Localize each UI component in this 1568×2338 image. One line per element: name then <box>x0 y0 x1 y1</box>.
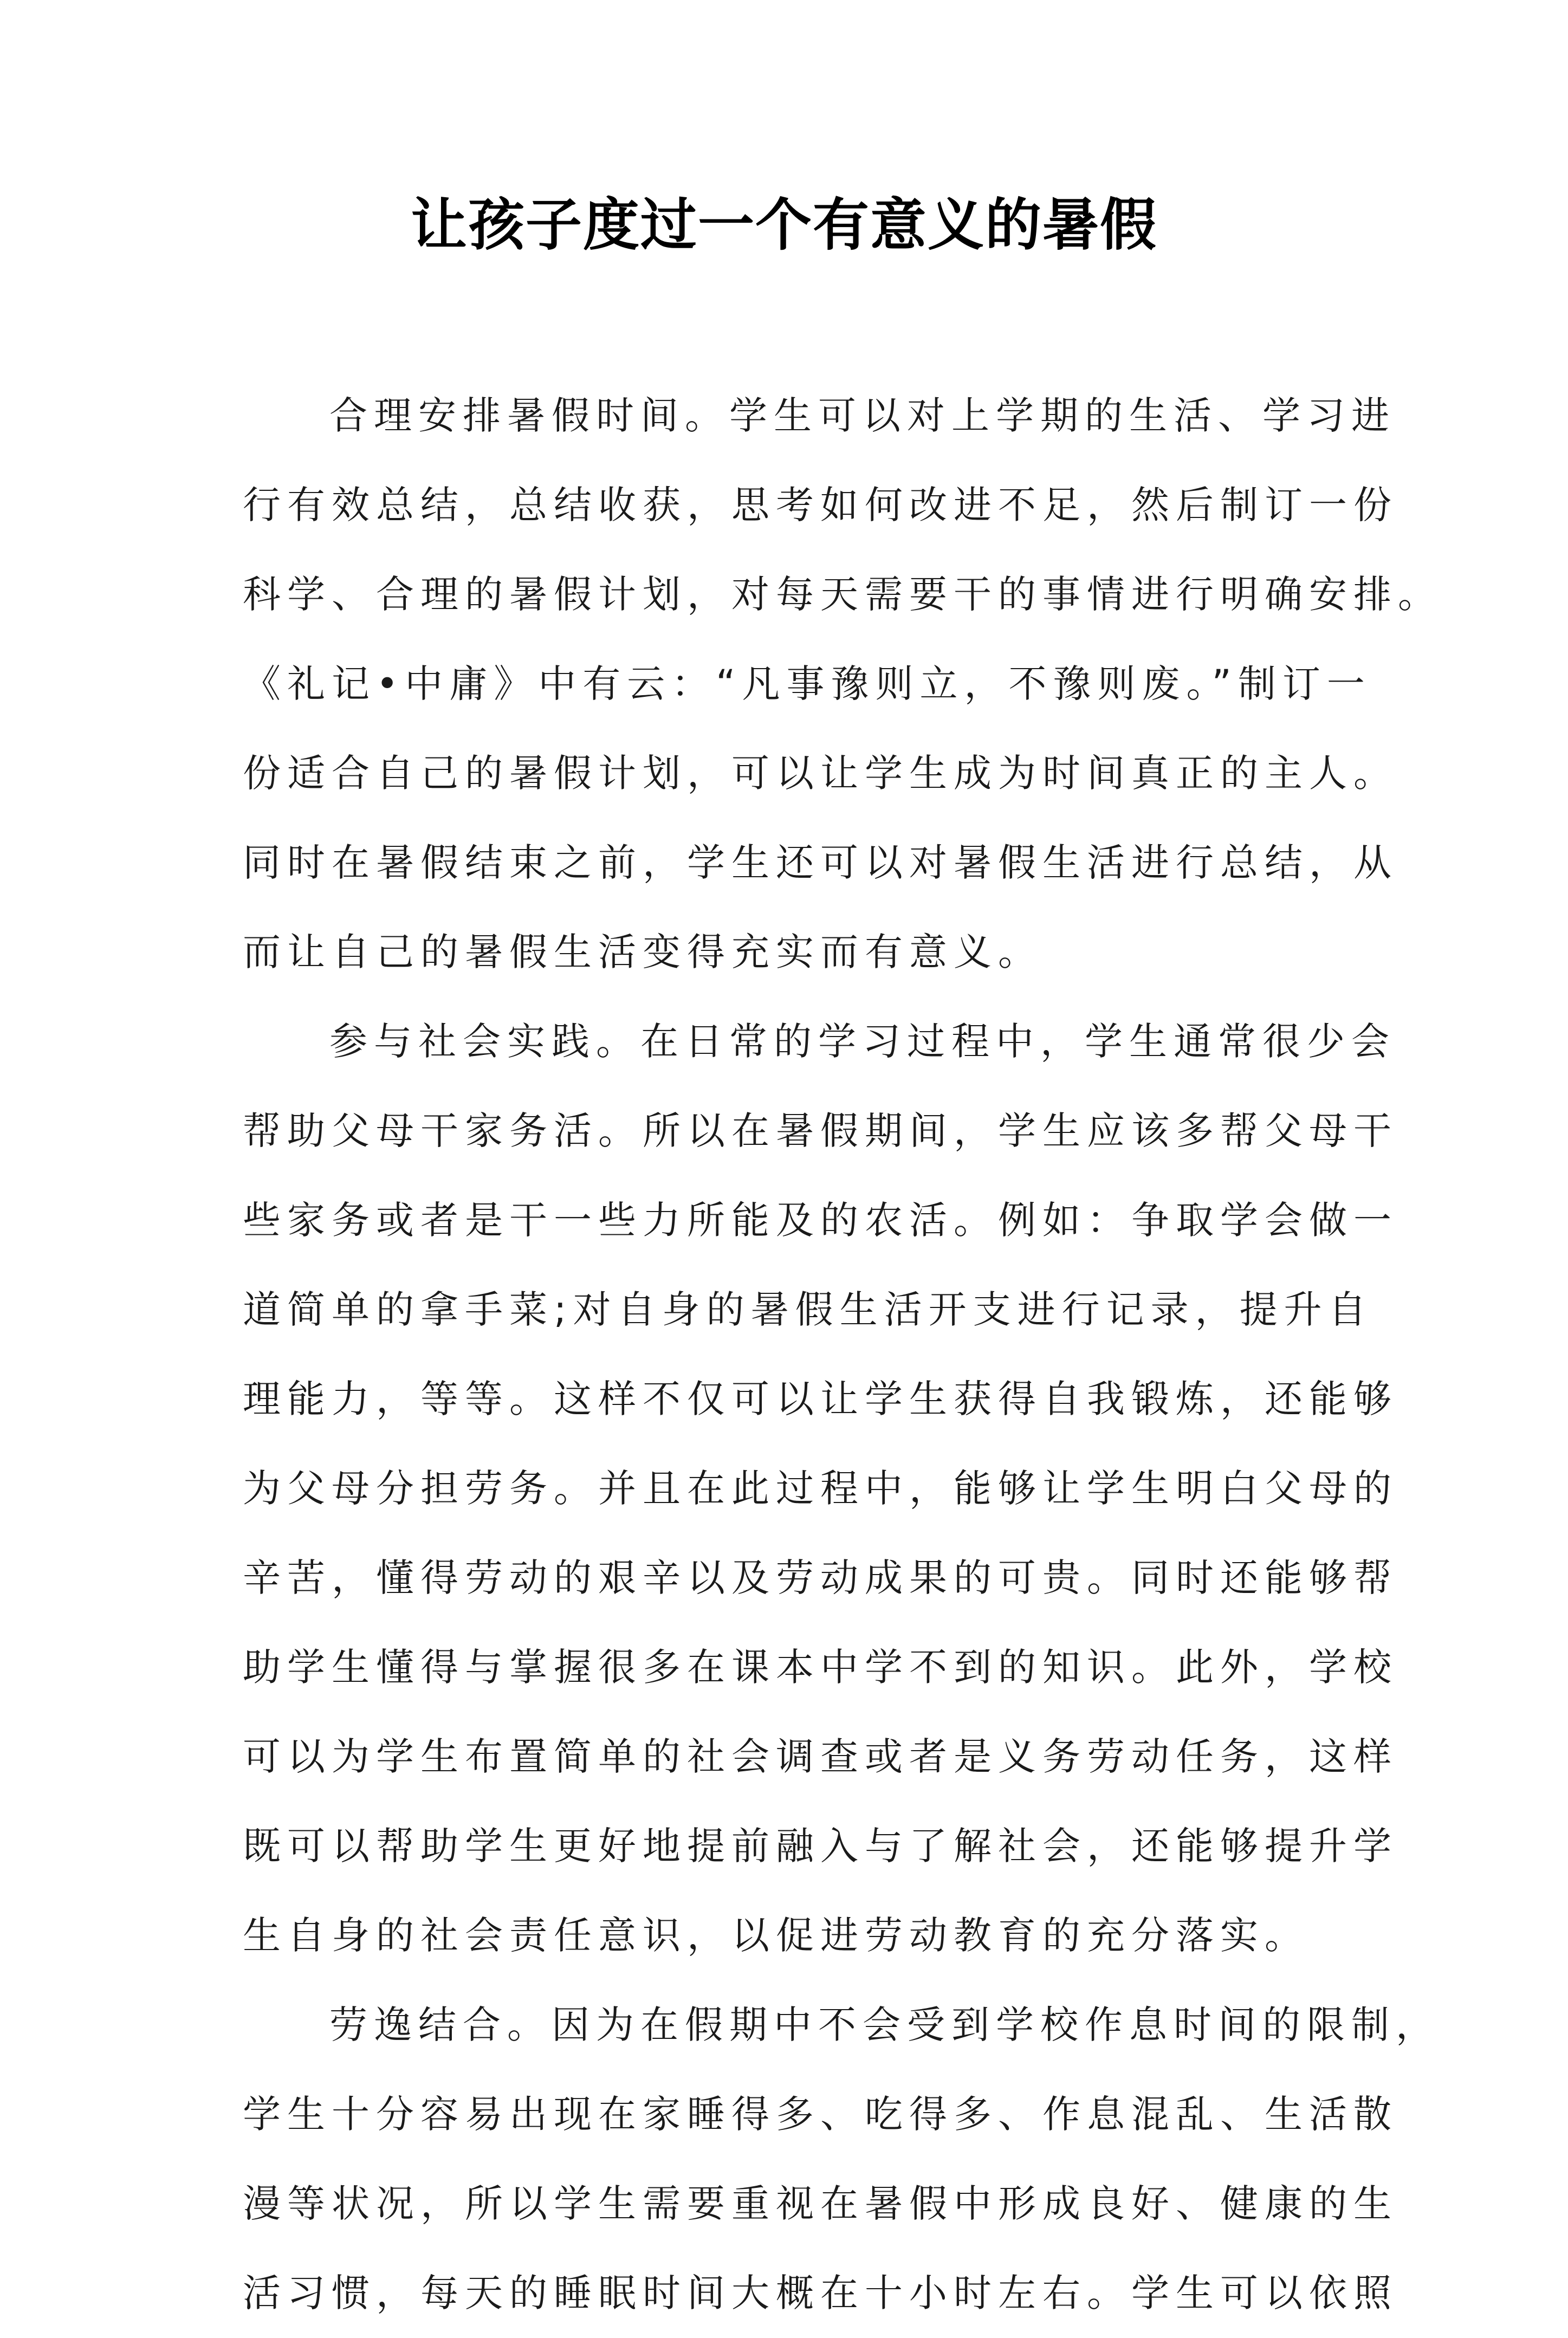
paragraph-line: 帮助父母干家务活。所以在暑假期间，学生应该多帮父母干 <box>243 1109 1398 1153</box>
paragraph-line: 《礼记•中庸》中有云：“凡事豫则立，不豫则废。”制订一 <box>243 662 1371 706</box>
paragraph-line: 理能力，等等。这样不仅可以让学生获得自我锻炼，还能够 <box>243 1377 1398 1421</box>
paragraph-line: 行有效总结，总结收获，思考如何改进不足，然后制订一份 <box>243 483 1398 527</box>
paragraph-line: 生自身的社会责任意识，以促进劳动教育的充分落实。 <box>243 1913 1309 1958</box>
paragraph-line: 劳逸结合。因为在假期中不会受到学校作息时间的限制， <box>329 2003 1440 2047</box>
paragraph-line: 份适合自己的暑假计划，可以让学生成为时间真正的主人。 <box>243 751 1398 795</box>
paragraph-line: 漫等状况，所以学生需要重视在暑假中形成良好、健康的生 <box>243 2181 1398 2226</box>
document-title: 让孩子度过一个有意义的暑假 <box>410 191 1157 258</box>
paragraph-line: 合理安排暑假时间。学生可以对上学期的生活、学习进 <box>329 393 1396 438</box>
paragraph-line: 可以为学生布置简单的社会调查或者是义务劳动任务，这样 <box>243 1734 1398 1779</box>
paragraph-line: 参与社会实践。在日常的学习过程中，学生通常很少会 <box>329 1019 1396 1064</box>
paragraph-line: 道简单的拿手菜;对自身的暑假生活开支进行记录，提升自 <box>243 1287 1373 1332</box>
paragraph-line: 既可以帮助学生更好地提前融入与了解社会，还能够提升学 <box>243 1824 1398 1868</box>
paragraph-line: 而让自己的暑假生活变得充实而有意义。 <box>243 930 1042 974</box>
paragraph-line: 活习惯，每天的睡眠时间大概在十小时左右。学生可以依照 <box>243 2271 1398 2315</box>
paragraph-line: 助学生懂得与掌握很多在课本中学不到的知识。此外，学校 <box>243 1645 1398 1689</box>
paragraph-line: 同时在暑假结束之前，学生还可以对暑假生活进行总结，从 <box>243 840 1398 885</box>
paragraph-time-planning <box>243 371 1442 997</box>
paragraph-line: 科学、合理的暑假计划，对每天需要干的事情进行明确安排。 <box>243 572 1442 617</box>
paragraph-work-rest-balance <box>243 1980 1440 2338</box>
paragraph-line: 学生十分容易出现在家睡得多、吃得多、作息混乱、生活散 <box>243 2092 1398 2136</box>
paragraph-social-practice <box>243 997 1398 1980</box>
paragraph-line: 些家务或者是干一些力所能及的农活。例如：争取学会做一 <box>243 1198 1398 1242</box>
paragraph-line: 为父母分担劳务。并且在此过程中，能够让学生明白父母的 <box>243 1466 1398 1511</box>
paragraph-line: 辛苦，懂得劳动的艰辛以及劳动成果的可贵。同时还能够帮 <box>243 1556 1398 1600</box>
document-body <box>243 371 1442 2338</box>
